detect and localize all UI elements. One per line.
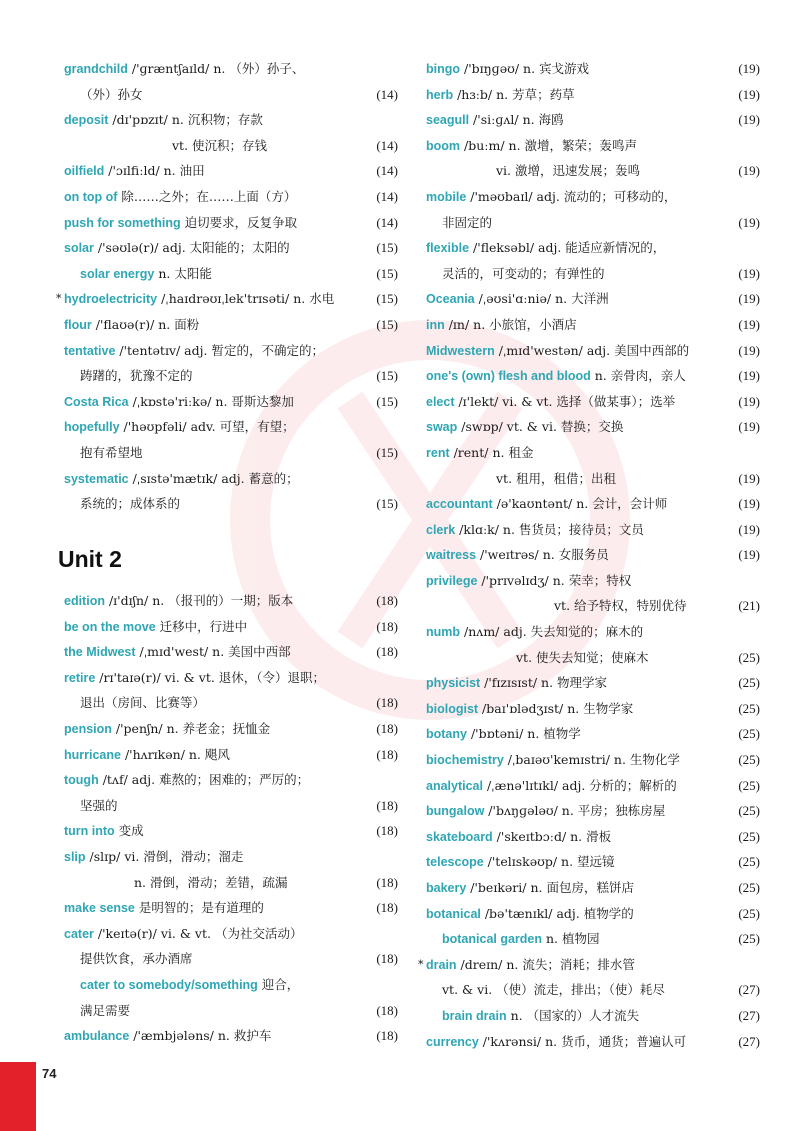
headword: drain bbox=[426, 957, 457, 972]
headword: flour bbox=[64, 317, 92, 332]
definition: 除……之外；在……上面（方） bbox=[117, 188, 297, 204]
entry-line bbox=[426, 184, 760, 210]
definition: /'prɪvəlɪdʒ/ n. 荣幸；特权 bbox=[477, 572, 632, 588]
entry-line bbox=[426, 568, 760, 594]
definition: vt. 租用，租借；出租 bbox=[496, 470, 617, 486]
page-reference: (25) bbox=[738, 649, 760, 665]
definition: /rent/ n. 租金 bbox=[449, 444, 534, 460]
headword: hopefully bbox=[64, 420, 120, 435]
entry-line bbox=[64, 414, 398, 440]
definition: /'fɪzɪsɪst/ n. 物理学家 bbox=[480, 675, 608, 691]
page-reference: (19) bbox=[738, 214, 760, 230]
entry-line bbox=[426, 440, 760, 466]
entry-line bbox=[426, 133, 760, 159]
headword: rent bbox=[426, 445, 450, 460]
entry-line bbox=[64, 133, 398, 159]
page-reference: (19) bbox=[738, 393, 760, 409]
page-number: 74 bbox=[42, 1066, 57, 1081]
page-reference: (25) bbox=[738, 854, 760, 870]
page-reference: (18) bbox=[376, 593, 398, 608]
headword: one's (own) flesh and blood bbox=[426, 369, 591, 384]
page-reference: (25) bbox=[738, 803, 760, 819]
headword: currency bbox=[426, 1034, 479, 1049]
entry-line bbox=[64, 312, 398, 338]
page-reference: (27) bbox=[738, 1007, 760, 1023]
definition: /'məʊbaɪl/ adj. 流动的；可移动的， bbox=[466, 188, 677, 204]
headword: bakery bbox=[426, 881, 467, 895]
page-reference: (25) bbox=[738, 931, 760, 947]
entry-line bbox=[64, 742, 398, 768]
page-reference: (19) bbox=[738, 61, 760, 76]
entry-line bbox=[426, 56, 760, 82]
definition: /baɪ'ɒlədʒɪst/ n. 生物学家 bbox=[478, 700, 634, 716]
headword: herb bbox=[426, 87, 454, 102]
headword: cater to somebody/something bbox=[80, 977, 258, 992]
page-reference: (19) bbox=[738, 291, 760, 307]
entry-line bbox=[64, 588, 398, 614]
definition: /dɪ'pɒzɪt/ n. 沉积物；存款 bbox=[108, 112, 263, 128]
headword: biologist bbox=[426, 701, 479, 716]
entry-line bbox=[426, 82, 760, 108]
entry-line bbox=[426, 235, 760, 261]
headword: clerk bbox=[426, 522, 456, 537]
page-reference: (19) bbox=[738, 112, 760, 128]
headword: pension bbox=[64, 721, 112, 736]
entry-line bbox=[426, 466, 760, 492]
page-reference: (21) bbox=[738, 598, 760, 614]
headword: turn into bbox=[64, 824, 115, 839]
page-reference: (19) bbox=[738, 368, 760, 384]
page-reference: (15) bbox=[376, 291, 398, 307]
page-reference: (15) bbox=[376, 240, 398, 256]
definition: /tʌf/ adj. 难熬的；困难的；严厉的； bbox=[98, 772, 310, 788]
entry-line bbox=[64, 844, 398, 870]
headword: skateboard bbox=[426, 829, 493, 844]
definition: /rɪ'taɪə(r)/ vi. & vt. 退休，（令）退职； bbox=[95, 669, 326, 685]
entry-line bbox=[64, 639, 398, 665]
definition: vt. & vi. （使）流走，排出；（使）耗尽 bbox=[442, 982, 665, 998]
page-reference: (25) bbox=[738, 880, 760, 895]
headword: swap bbox=[426, 420, 458, 435]
headword: cater bbox=[64, 926, 94, 941]
definition: 迎合， bbox=[257, 976, 300, 992]
definition: /'beɪkəri/ n. 面包房，糕饼店 bbox=[466, 880, 634, 895]
headword: oilfield bbox=[64, 164, 105, 179]
definition: 迫切要求，反复争取 bbox=[180, 214, 298, 230]
headword: numb bbox=[426, 625, 461, 640]
headword: on top of bbox=[64, 189, 118, 204]
entry-line bbox=[64, 338, 398, 364]
definition: /'fleksəbl/ adj. 能适应新情况的， bbox=[469, 240, 666, 256]
definition: 抱有希望地 bbox=[80, 444, 143, 460]
definition: 是明智的；是有道理的 bbox=[134, 900, 264, 916]
definition: /'həʊpfəli/ adv. 可望，有望； bbox=[119, 419, 295, 435]
page-reference: (25) bbox=[738, 726, 760, 742]
page-reference: (25) bbox=[738, 828, 760, 844]
entry-line bbox=[426, 977, 760, 1003]
asterisk-mark: * bbox=[56, 292, 62, 306]
page-reference: (14) bbox=[376, 188, 398, 204]
page-reference: (18) bbox=[376, 720, 398, 736]
page-reference: (14) bbox=[376, 214, 398, 230]
entry-line bbox=[56, 286, 398, 312]
page-reference: (19) bbox=[738, 86, 760, 102]
headword: botanical bbox=[426, 906, 481, 921]
entry-line bbox=[64, 363, 398, 389]
definition: /'telɪskəʊp/ n. 望远镜 bbox=[483, 854, 615, 870]
page-reference: (19) bbox=[738, 163, 760, 179]
entry-line bbox=[64, 261, 398, 287]
definition: 变成 bbox=[114, 823, 144, 839]
headword: botanical garden bbox=[442, 932, 543, 947]
entry-line bbox=[426, 798, 760, 824]
headword: analytical bbox=[426, 778, 483, 793]
definition: vt. 给予特权，特别优待 bbox=[554, 598, 687, 614]
definition: vt. 使沉积；存钱 bbox=[172, 137, 268, 153]
definition: /'penʃn/ n. 养老金；抚恤金 bbox=[111, 720, 271, 736]
headword: systematic bbox=[64, 471, 129, 486]
definition: 非固定的 bbox=[442, 214, 493, 230]
entry-line bbox=[426, 696, 760, 722]
entry-line bbox=[64, 82, 398, 108]
definition: vi. 激增，迅速发展；轰鸣 bbox=[496, 163, 641, 179]
entry-line bbox=[426, 363, 760, 389]
definition: /hɜːb/ n. 芳草；药草 bbox=[453, 86, 575, 102]
entry-line bbox=[426, 158, 760, 184]
headword: retire bbox=[64, 670, 96, 685]
page-reference: (18) bbox=[376, 823, 398, 839]
headword: deposit bbox=[64, 113, 109, 128]
definition: 踌躇的，犹豫不定的 bbox=[80, 368, 193, 384]
right-column bbox=[418, 56, 760, 1054]
definition: 系统的；成体系的 bbox=[80, 496, 181, 512]
page-reference: (25) bbox=[738, 905, 760, 921]
headword: the Midwest bbox=[64, 645, 136, 660]
entry-line bbox=[64, 946, 398, 972]
definition: /ə'kaʊntənt/ n. 会计，会计师 bbox=[492, 496, 668, 512]
entry-line bbox=[64, 972, 398, 998]
page-reference: (25) bbox=[738, 700, 760, 716]
page-reference: (18) bbox=[376, 1002, 398, 1018]
page-reference: (18) bbox=[376, 874, 398, 890]
headword: boom bbox=[426, 138, 461, 153]
entry-line bbox=[418, 952, 760, 978]
page-reference: (19) bbox=[738, 521, 760, 537]
page-reference: (15) bbox=[376, 316, 398, 332]
definition: /ˌænə'lɪtɪkl/ adj. 分析的；解析的 bbox=[482, 777, 677, 793]
definition: /'ɡræntʃaɪld/ n. （外）孙子、 bbox=[127, 61, 305, 76]
definition: /klɑːk/ n. 售货员；接待员；文员 bbox=[455, 521, 644, 537]
entry-line bbox=[64, 389, 398, 415]
entry-line bbox=[426, 261, 760, 287]
definition: /ˌmɪd'westən/ adj. 美国中西部的 bbox=[494, 342, 690, 358]
entry-line bbox=[426, 542, 760, 568]
entry-line bbox=[426, 210, 760, 236]
entry-line bbox=[426, 286, 760, 312]
definition: 满足需要 bbox=[80, 1002, 131, 1018]
headword: bingo bbox=[426, 62, 461, 76]
headword: tough bbox=[64, 773, 99, 788]
headword: telescope bbox=[426, 855, 484, 870]
headword: seagull bbox=[426, 113, 470, 128]
page-reference: (18) bbox=[376, 951, 398, 967]
headword: mobile bbox=[426, 189, 467, 204]
headword: make sense bbox=[64, 901, 135, 916]
definition: /bə'tænɪkl/ adj. 植物学的 bbox=[480, 905, 634, 921]
definition: /'bɪŋɡəʊ/ n. 宾戈游戏 bbox=[460, 61, 590, 76]
left-column bbox=[56, 56, 398, 517]
entry-line bbox=[426, 1029, 760, 1055]
headword: flexible bbox=[426, 241, 470, 256]
page-reference: (14) bbox=[376, 163, 398, 179]
headword: brain drain bbox=[442, 1008, 507, 1023]
entry-line bbox=[426, 107, 760, 133]
entry-line bbox=[64, 184, 398, 210]
entry-line bbox=[426, 491, 760, 517]
headword: physicist bbox=[426, 676, 481, 691]
definition: 灵活的，可变动的；有弹性的 bbox=[442, 265, 605, 281]
entry-line bbox=[426, 875, 760, 901]
definition: /ˌsɪstə'mætɪk/ adj. 蓄意的； bbox=[128, 470, 299, 486]
page-reference: (25) bbox=[738, 675, 760, 691]
entry-line bbox=[426, 901, 760, 927]
entry-line bbox=[426, 670, 760, 696]
page-reference: (14) bbox=[376, 137, 398, 153]
definition: n. 滑倒，滑动；差错，疏漏 bbox=[134, 874, 288, 890]
entry-line bbox=[426, 926, 760, 952]
entry-line bbox=[64, 158, 398, 184]
entry-line bbox=[64, 466, 398, 492]
definition: /ˌmɪd'west/ n. 美国中西部 bbox=[135, 644, 291, 660]
page-reference: (15) bbox=[376, 265, 398, 281]
entry-line bbox=[426, 414, 760, 440]
entry-line bbox=[64, 895, 398, 921]
headword: inn bbox=[426, 317, 445, 332]
page-reference: (15) bbox=[376, 496, 398, 512]
definition: 提供饮食，承办酒席 bbox=[80, 951, 193, 967]
page-reference: (18) bbox=[376, 746, 398, 762]
page-reference: (25) bbox=[738, 752, 760, 768]
definition: 退出（房间、比赛等） bbox=[80, 695, 206, 711]
page-reference: (19) bbox=[738, 342, 760, 358]
definition: /swɒp/ vt. & vi. 替换；交换 bbox=[457, 419, 624, 435]
headword: waitress bbox=[426, 548, 477, 563]
entry-line bbox=[64, 614, 398, 640]
page-reference: (18) bbox=[376, 618, 398, 634]
definition: /'bɒtəni/ n. 植物学 bbox=[466, 726, 581, 742]
page-reference: (19) bbox=[738, 265, 760, 281]
entry-line bbox=[64, 793, 398, 819]
definition: /'flaʊə(r)/ n. 面粉 bbox=[91, 316, 200, 332]
headword: accountant bbox=[426, 497, 493, 512]
definition: /ˌkɒstə'riːkə/ n. 哥斯达黎加 bbox=[128, 393, 294, 409]
definition: /ˌhaɪdrəʊɪˌlek'trɪsəti/ n. 水电 bbox=[157, 291, 335, 307]
definition: 迁移中，行进中 bbox=[155, 618, 248, 634]
entry-line bbox=[64, 440, 398, 466]
entry-line bbox=[64, 491, 398, 517]
definition: /ɪn/ n. 小旅馆，小酒店 bbox=[444, 316, 577, 332]
definition: /'siːɡʌl/ n. 海鸥 bbox=[469, 112, 564, 128]
headword: Oceania bbox=[426, 292, 475, 307]
unit-heading: Unit 2 bbox=[58, 546, 122, 572]
definition: /'kʌrənsi/ n. 货币，通货；普遍认可 bbox=[478, 1033, 687, 1049]
entry-line bbox=[64, 767, 398, 793]
definition: /'bʌŋɡələʊ/ n. 平房；独栋房屋 bbox=[484, 803, 666, 819]
headword: slip bbox=[64, 849, 86, 864]
page-reference: (18) bbox=[376, 797, 398, 813]
page-reference: (19) bbox=[738, 547, 760, 563]
page-reference: (19) bbox=[738, 470, 760, 486]
definition: /buːm/ n. 激增，繁荣；轰鸣声 bbox=[460, 137, 638, 153]
definition: /ɪ'lekt/ vi. & vt. 选择（做某事）；选举 bbox=[454, 393, 676, 409]
definition: /ˌbaɪəʊ'kemɪstri/ n. 生物化学 bbox=[503, 752, 680, 768]
entry-line bbox=[64, 998, 398, 1024]
entry-line bbox=[64, 1023, 398, 1049]
definition: /nʌm/ adj. 失去知觉的；麻木的 bbox=[460, 624, 644, 640]
definition: 坚强的 bbox=[80, 797, 118, 813]
definition: /'keɪtə(r)/ vi. & vt. （为社交活动） bbox=[93, 925, 303, 941]
entry-line bbox=[64, 921, 398, 947]
definition: /ˌəʊsi'ɑːniə/ n. 大洋洲 bbox=[474, 291, 609, 307]
headword: Midwestern bbox=[426, 343, 495, 358]
page-reference: (14) bbox=[376, 86, 398, 102]
entry-line bbox=[64, 716, 398, 742]
definition: /'səʊlə(r)/ adj. 太阳能的；太阳的 bbox=[93, 240, 290, 256]
headword: grandchild bbox=[64, 62, 128, 76]
page-reference: (18) bbox=[376, 644, 398, 660]
entry-line bbox=[64, 107, 398, 133]
entry-line bbox=[64, 210, 398, 236]
definition: n. 亲骨肉，亲人 bbox=[590, 368, 686, 384]
entry-line bbox=[426, 593, 760, 619]
headword: biochemistry bbox=[426, 753, 504, 768]
definition: /'æmbjələns/ n. 救护车 bbox=[129, 1028, 272, 1044]
headword: botany bbox=[426, 727, 467, 742]
entry-line bbox=[64, 235, 398, 261]
definition: /slɪp/ vi. 滑倒，滑动；溜走 bbox=[85, 848, 244, 864]
page-reference: (18) bbox=[376, 900, 398, 916]
headword: tentative bbox=[64, 343, 116, 358]
page-reference: (25) bbox=[738, 777, 760, 793]
page-reference: (27) bbox=[738, 1033, 760, 1049]
definition: /ɪ'dɪʃn/ n. （报刊的）一期；版本 bbox=[104, 593, 294, 608]
entry-line bbox=[426, 645, 760, 671]
definition: /'skeɪtbɔːd/ n. 滑板 bbox=[492, 828, 612, 844]
headword: Costa Rica bbox=[64, 394, 129, 409]
definition: /'ɔɪlfiːld/ n. 油田 bbox=[104, 163, 205, 179]
definition: /dreɪn/ n. 流失；消耗；排水管 bbox=[456, 956, 635, 972]
corner-tab bbox=[0, 1062, 36, 1131]
headword: hydroelectricity bbox=[64, 292, 158, 307]
entry-line bbox=[426, 517, 760, 543]
entry-line bbox=[64, 818, 398, 844]
left-unit2-column bbox=[64, 588, 398, 1049]
definition: n. 太阳能 bbox=[154, 265, 212, 281]
page-reference: (19) bbox=[738, 316, 760, 332]
entry-line bbox=[426, 312, 760, 338]
page-reference: (27) bbox=[738, 982, 760, 998]
headword: solar energy bbox=[80, 266, 155, 281]
definition: /'hʌrɪkən/ n. 飓风 bbox=[120, 746, 230, 762]
entry-line bbox=[426, 849, 760, 875]
entry-line bbox=[64, 870, 398, 896]
page-reference: (15) bbox=[376, 444, 398, 460]
entry-line bbox=[426, 338, 760, 364]
entry-line bbox=[64, 690, 398, 716]
page-reference: (18) bbox=[376, 1028, 398, 1044]
headword: be on the move bbox=[64, 619, 156, 634]
definition: /'weɪtrəs/ n. 女服务员 bbox=[476, 547, 609, 563]
asterisk-mark: * bbox=[418, 957, 424, 971]
headword: push for something bbox=[64, 215, 181, 230]
definition: （外）孙女 bbox=[80, 86, 143, 102]
page-reference: (18) bbox=[376, 695, 398, 711]
headword: solar bbox=[64, 241, 94, 256]
page-reference: (15) bbox=[376, 368, 398, 384]
entry-line bbox=[426, 773, 760, 799]
headword: ambulance bbox=[64, 1029, 130, 1044]
entry-line bbox=[64, 665, 398, 691]
headword: bungalow bbox=[426, 804, 485, 819]
headword: edition bbox=[64, 594, 105, 608]
headword: privilege bbox=[426, 573, 478, 588]
entry-line bbox=[426, 389, 760, 415]
entry-line bbox=[426, 1003, 760, 1029]
page-reference: (19) bbox=[738, 496, 760, 512]
page-reference: (19) bbox=[738, 419, 760, 435]
definition: /'tentətɪv/ adj. 暂定的，不确定的； bbox=[115, 342, 324, 358]
definition: n. （国家的）人才流失 bbox=[506, 1007, 640, 1023]
headword: elect bbox=[426, 394, 455, 409]
definition: n. 植物园 bbox=[542, 931, 600, 947]
headword: hurricane bbox=[64, 747, 121, 762]
entry-line bbox=[426, 619, 760, 645]
entry-line bbox=[64, 56, 398, 82]
entry-line bbox=[426, 824, 760, 850]
entry-line bbox=[426, 747, 760, 773]
entry-line bbox=[426, 721, 760, 747]
page-reference: (15) bbox=[376, 393, 398, 409]
definition: vt. 使失去知觉；使麻木 bbox=[516, 649, 649, 665]
